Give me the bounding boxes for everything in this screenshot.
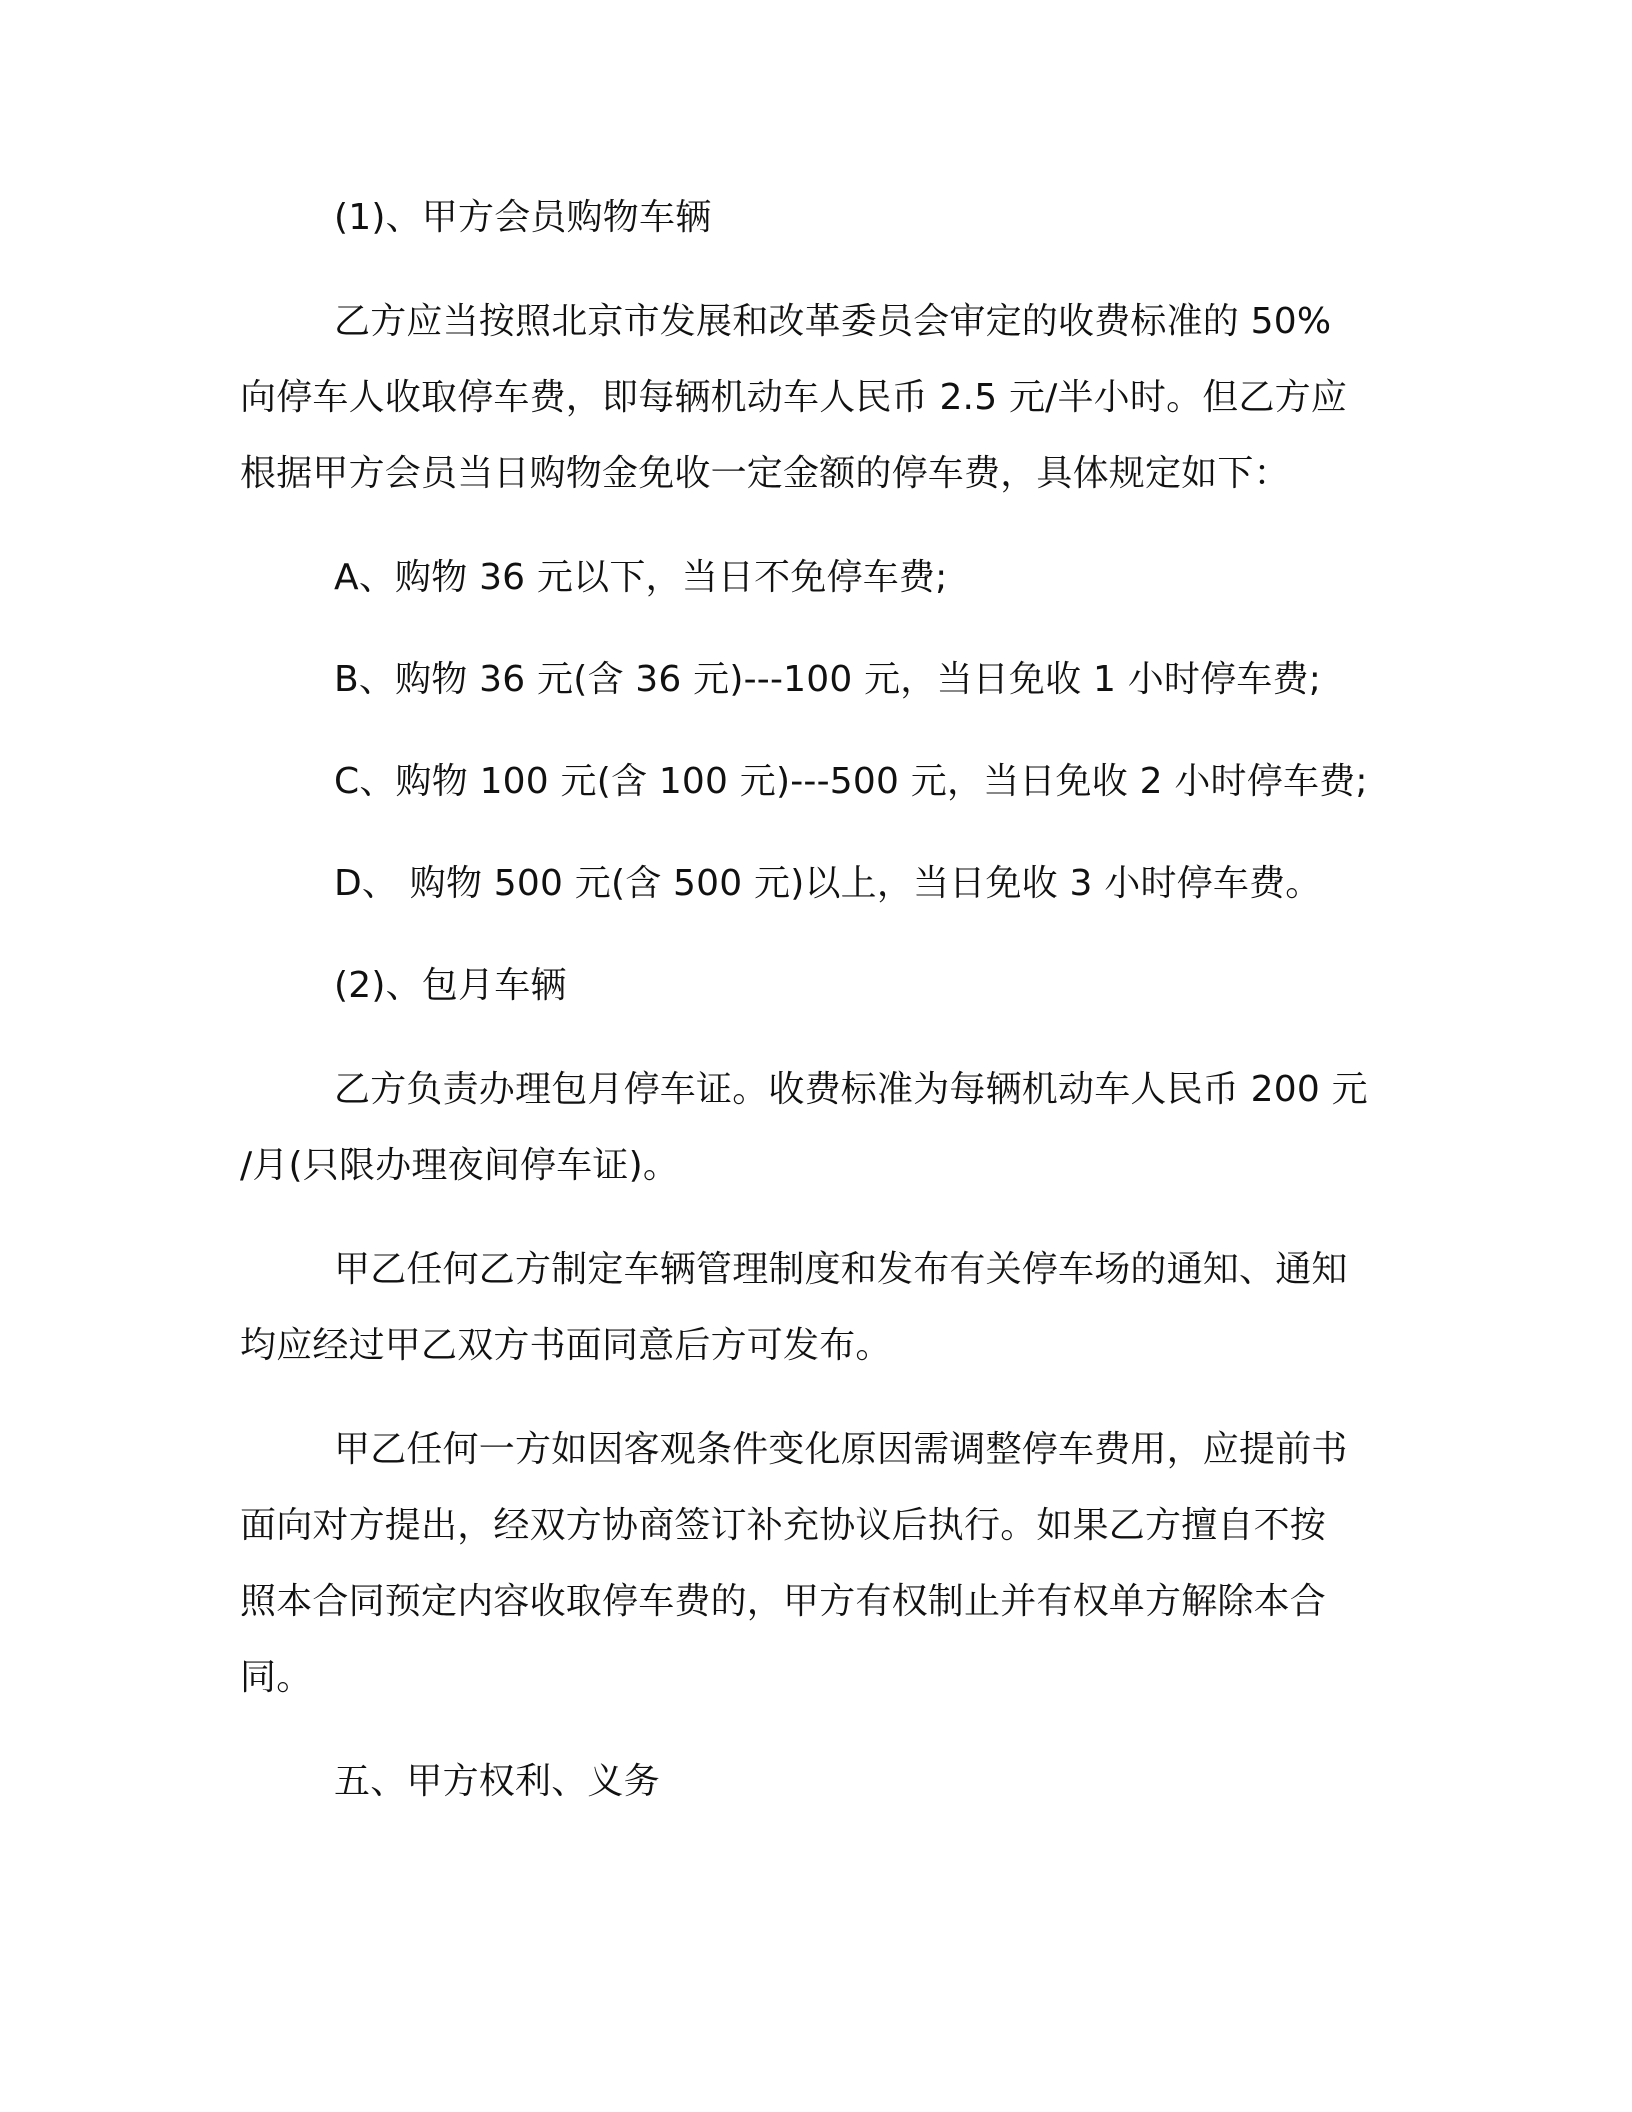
paragraph-line: 均应经过甲乙双方书面同意后方可发布。: [240, 1325, 892, 1366]
paragraph-line: 面向对方提出，经双方协商签订补充协议后执行。如果乙方擅自不按: [240, 1505, 1327, 1546]
paragraph-line: 根据甲方会员当日购物金免收一定金额的停车费，具体规定如下：: [240, 453, 1290, 494]
list-item-d: D、 购物 500 元(含 500 元)以上，当日免收 3 小时停车费。: [334, 863, 1322, 904]
list-item-c: C、购物 100 元(含 100 元)---500 元，当日免收 2 小时停车费;: [334, 761, 1368, 802]
list-item-a: A、购物 36 元以下，当日不免停车费;: [334, 557, 948, 598]
paragraph-line: 向停车人收取停车费，即每辆机动车人民币 2.5 元/半小时。但乙方应: [240, 377, 1348, 418]
section-heading-member-vehicles: (1)、甲方会员购物车辆: [334, 197, 712, 238]
paragraph-line: /月(只限办理夜间停车证)。: [240, 1145, 680, 1186]
section-heading-monthly-vehicles: (2)、包月车辆: [334, 965, 567, 1006]
section-heading-party-a-rights: 五、甲方权利、义务: [334, 1761, 660, 1802]
paragraph-line: 乙方应当按照北京市发展和改革委员会审定的收费标准的 50%: [334, 301, 1332, 342]
paragraph-line: 甲乙任何乙方制定车辆管理制度和发布有关停车场的通知、通知: [334, 1249, 1348, 1290]
paragraph-line: 甲乙任何一方如因客观条件变化原因需调整停车费用，应提前书: [334, 1429, 1348, 1470]
paragraph-line: 乙方负责办理包月停车证。收费标准为每辆机动车人民币 200 元: [334, 1069, 1368, 1110]
paragraph-line: 照本合同预定内容收取停车费的，甲方有权制止并有权单方解除本合: [240, 1581, 1327, 1622]
paragraph-line: 同。: [240, 1657, 313, 1698]
list-item-b: B、购物 36 元(含 36 元)---100 元，当日免收 1 小时停车费;: [334, 659, 1322, 700]
